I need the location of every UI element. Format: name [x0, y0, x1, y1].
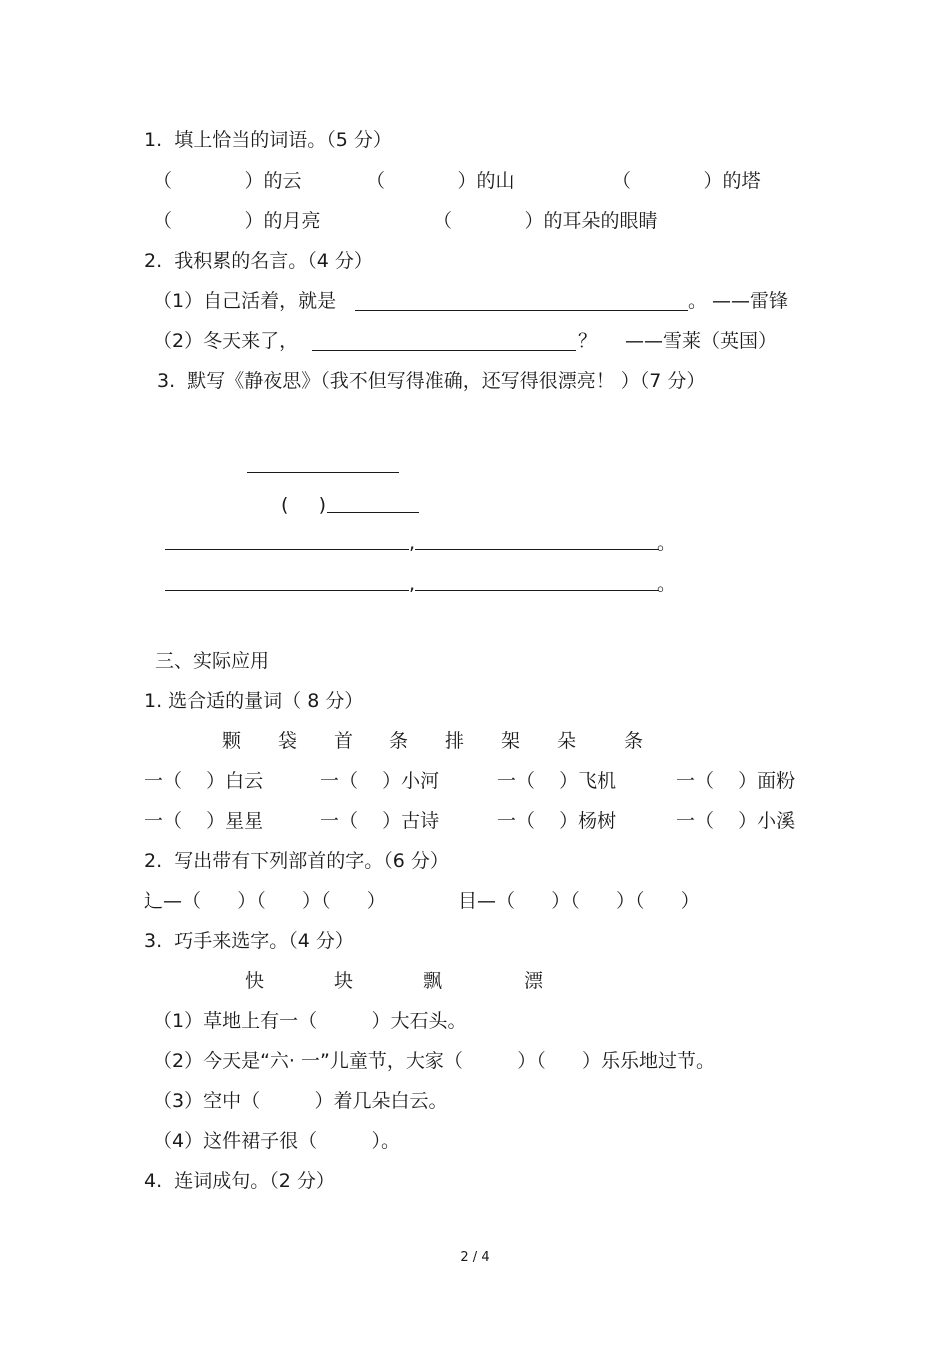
measure-word: 袋: [278, 730, 298, 752]
choice-word: 块: [334, 970, 354, 992]
measure-item: 一（ ）星星: [144, 810, 264, 832]
poem-line1-a[interactable]: [165, 549, 409, 550]
fill-sentence: （4）这件裙子很（ ）。: [153, 1130, 400, 1152]
s3-q4-title: 4. 连词成句。（2 分）: [144, 1170, 335, 1192]
q2-item2-author: ——雪莱（英国）: [625, 330, 778, 352]
measure-item: 一（ ）杨树: [497, 810, 617, 832]
poem-line1-period: 。: [657, 532, 677, 554]
choice-word: 漂: [524, 970, 544, 992]
q1-blank-tower: （ ）的塔: [612, 170, 761, 192]
measure-item: 一（ ）小河: [320, 770, 440, 792]
measure-word: 排: [445, 730, 465, 752]
measure-item: 一（ ）面粉: [676, 770, 796, 792]
fill-sentence: （2）今天是“六· 一”儿童节，大家（ ）（ ）乐乐地过节。: [153, 1050, 715, 1072]
q2-item1-answer-line[interactable]: [355, 310, 688, 311]
measure-word: 朵: [557, 730, 577, 752]
measure-item: 一（ ）小溪: [676, 810, 796, 832]
poem-line2-a[interactable]: [165, 590, 409, 591]
q2-item1-author: ——雷锋: [712, 290, 789, 312]
measure-word: 首: [334, 730, 354, 752]
measure-word: 架: [501, 730, 521, 752]
q1-blank-cloud: （ ）的云: [153, 170, 302, 192]
section3-heading: 三、实际应用: [155, 650, 270, 672]
q1-blank-ears: （ ）的耳朵的眼睛: [433, 210, 658, 232]
poem-line2-period: 。: [657, 573, 677, 595]
poem-line1-comma: ,: [409, 532, 416, 554]
q1-blank-moon: （ ）的月亮: [153, 210, 321, 232]
s3-q1-title: 1. 选合适的量词（ 8 分）: [144, 690, 364, 712]
q2-item2-question: ？: [578, 330, 598, 352]
poem-line2-comma: ,: [409, 573, 416, 595]
poem-line2-b[interactable]: [415, 590, 659, 591]
poem-author-line[interactable]: [327, 512, 419, 513]
page-number: 2 / 4: [460, 1250, 490, 1265]
poem-line1-b[interactable]: [415, 549, 659, 550]
radical-row-mu: 目—（ ）（ ）（ ）: [458, 890, 700, 912]
poem-title-line[interactable]: [247, 472, 399, 473]
fill-sentence: （1）草地上有一（ ）大石头。: [153, 1010, 467, 1032]
s3-q2-title: 2. 写出带有下列部首的字。（6 分）: [144, 850, 449, 872]
measure-word: 条: [624, 730, 644, 752]
measure-item: 一（ ）白云: [144, 770, 264, 792]
q2-item1-prefix: （1）自己活着，就是: [153, 290, 337, 312]
q2-title: 2. 我积累的名言。（4 分）: [144, 250, 373, 272]
radical-row-chuo: 辶—（ ）（ ）（ ）: [144, 890, 386, 912]
fill-sentence: （3）空中（ ）着几朵白云。: [153, 1090, 448, 1112]
q2-item1-period: 。: [688, 290, 708, 312]
q3-title: 3. 默写《静夜思》（我不但写得准确，还写得很漂亮！ ）（7 分）: [157, 370, 706, 392]
choice-word: 快: [245, 970, 265, 992]
q2-item2-answer-line[interactable]: [312, 350, 576, 351]
measure-word: 颗: [222, 730, 242, 752]
choice-word: 飘: [423, 970, 443, 992]
q1-title: 1. 填上恰当的词语。（5 分）: [144, 129, 392, 151]
poem-dynasty-paren: ( ): [281, 494, 327, 516]
measure-item: 一（ ）古诗: [320, 810, 440, 832]
measure-word: 条: [389, 730, 409, 752]
q1-blank-mountain: （ ）的山: [366, 170, 515, 192]
s3-q3-title: 3. 巧手来选字。（4 分）: [144, 930, 354, 952]
measure-item: 一（ ）飞机: [497, 770, 617, 792]
q2-item2-prefix: （2）冬天来了，: [153, 330, 299, 352]
